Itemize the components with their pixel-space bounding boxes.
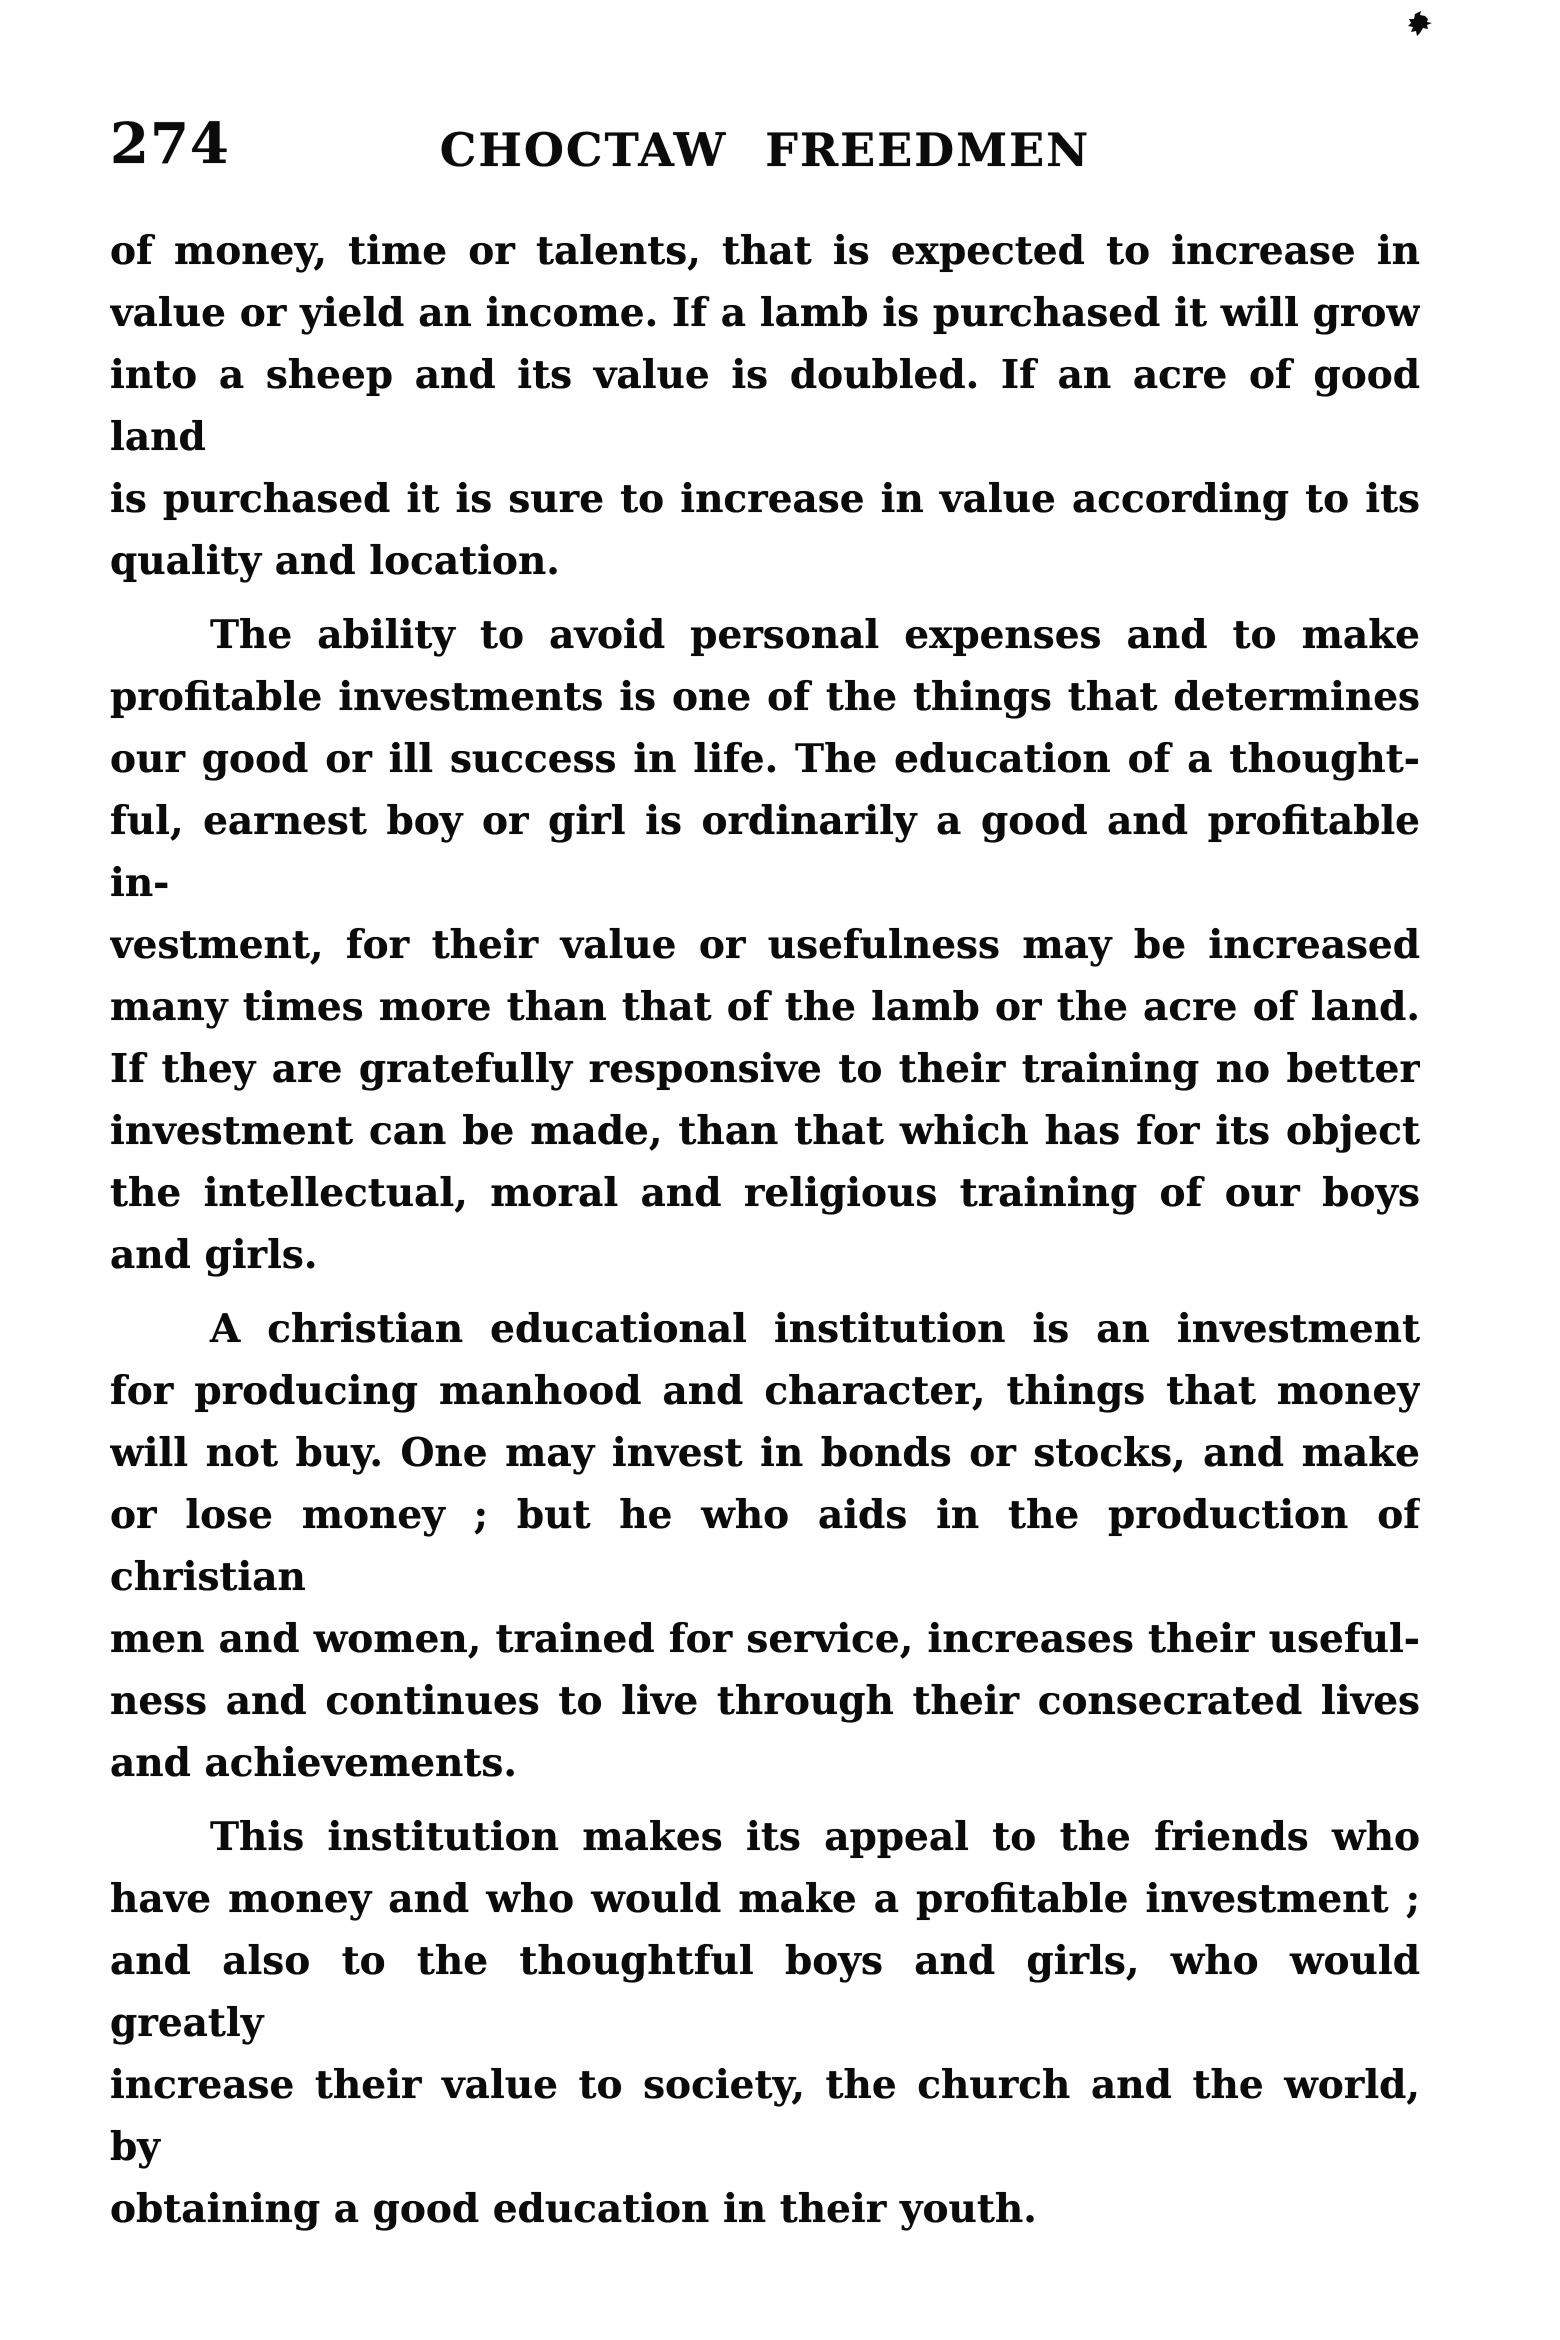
page-body (110, 220, 1420, 2240)
text-line: men and women, trained for service, increases their useful- (110, 1616, 1420, 1662)
text-line: is purchased it is sure to increase in value according to its (110, 476, 1420, 522)
text-line: into a sheep and its value is doubled. If an acre of good land (110, 352, 1420, 460)
paragraph (110, 1298, 1420, 1794)
text-line: ness and continues to live through their consecrated lives (110, 1678, 1420, 1724)
page-header (110, 0, 1420, 200)
text-line: for producing manhood and character, things that money (110, 1368, 1420, 1414)
text-line: investment can be made, than that which has for its object (110, 1108, 1420, 1154)
text-line: profitable investments is one of the things that determines (110, 674, 1420, 720)
page-number: 274 (110, 111, 230, 177)
text-line: value or yield an income. If a lamb is purchased it will grow (110, 290, 1420, 336)
text-line: The ability to avoid personal expenses and to make (210, 612, 1420, 658)
text-line: increase their value to society, the church and the world, by (110, 2062, 1420, 2170)
text-line: ful, earnest boy or girl is ordinarily a good and profitable in- (110, 798, 1420, 906)
text-line: This institution makes its appeal to the friends who (210, 1814, 1420, 1860)
text-line: or lose money ; but he who aids in the production of christian (110, 1492, 1420, 1600)
text-line: will not buy. One may invest in bonds or stocks, and make (110, 1430, 1420, 1476)
paragraph (110, 220, 1420, 592)
text-line: and achievements. (110, 1740, 517, 1786)
text-line: have money and who would make a profitable investment ; (110, 1876, 1420, 1922)
running-title: CHOCTAW FREEDMEN (439, 123, 1091, 177)
text-line: and girls. (110, 1232, 318, 1278)
text-line: our good or ill success in life. The education of a thought- (110, 736, 1420, 782)
text-line: obtaining a good education in their youth. (110, 2186, 1037, 2232)
paragraph (110, 1806, 1420, 2240)
text-line: quality and location. (110, 538, 560, 584)
text-line: and also to the thoughtful boys and girls, who would greatly (110, 1938, 1420, 2046)
text-line: If they are gratefully responsive to their training no better (110, 1046, 1420, 1092)
text-line: many times more than that of the lamb or the acre of land. (110, 984, 1420, 1030)
paragraph (110, 604, 1420, 1286)
text-line: of money, time or talents, that is expected to increase in (110, 228, 1420, 274)
text-line: vestment, for their value or usefulness may be increased (110, 922, 1420, 968)
text-line: A christian educational institution is an investment (210, 1306, 1420, 1352)
text-line: the intellectual, moral and religious training of our boys (110, 1170, 1420, 1216)
